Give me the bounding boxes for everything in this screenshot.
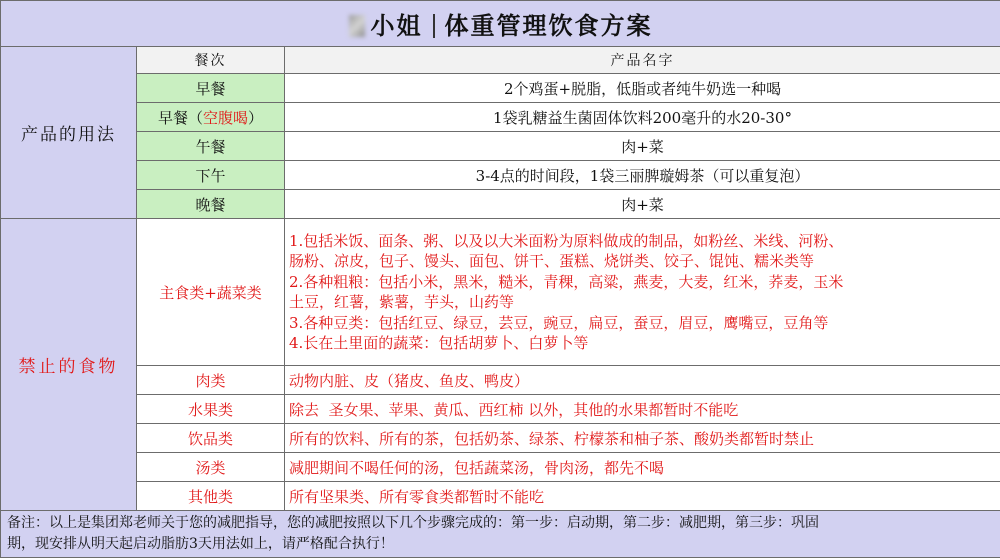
forbidden-line: 2.各种粗粮：包括小米，黑米，糙米，青稞，高粱，燕麦，大麦，红米，荞麦，玉米: [289, 272, 844, 291]
title-name-suffix: 小姐: [370, 11, 423, 40]
meal-cell: 下午: [137, 161, 285, 190]
title-row: [1, 1, 1000, 47]
category-cell: 汤类: [137, 453, 285, 482]
meal-cell: 午餐: [137, 132, 285, 161]
usage-row: [1, 190, 1000, 219]
forbidden-line: 3.各种豆类：包括红豆、绿豆，芸豆，豌豆，扁豆，蚕豆，眉豆，鹰嘴豆，豆角等: [289, 313, 829, 332]
product-cell: 肉+菜: [285, 132, 1000, 161]
meal-cell: 早餐: [137, 74, 285, 103]
title-divider: [433, 14, 435, 38]
category-cell: 饮品类: [137, 424, 285, 453]
forbidden-line: 土豆，红薯，紫薯，芋头，山药等: [289, 293, 515, 311]
forbidden-detail-cell: 减肥期间不喝任何的汤，包括蔬菜汤，骨肉汤，都先不喝: [285, 453, 1000, 482]
page-title: [1, 1, 1000, 47]
forbidden-line: 1.包括米饭、面条、粥、以及以大米面粉为原料做成的制品，如粉丝、米线、河粉、: [289, 231, 844, 250]
forbidden-line: 肠粉、凉皮，包子、馒头、面包、饼干、蛋糕、烧饼类、饺子、馄饨、糯米类等: [289, 252, 815, 270]
usage-header-row: [1, 47, 1000, 74]
meal-cell: 晚餐: [137, 190, 285, 219]
forbidden-detail-cell: 除去 圣女果、苹果、黄瓜、西红柿 以外，其他的水果都暂时不能吃: [285, 395, 1000, 424]
forbidden-row: [1, 453, 1000, 482]
note-line: 期，现安排从明天起启动脂肪3天用法如上，请严格配合执行！: [7, 536, 394, 552]
forbidden-row: [1, 424, 1000, 453]
forbidden-detail-cell: [285, 219, 1000, 366]
category-cell: 肉类: [137, 366, 285, 395]
forbidden-row: [1, 366, 1000, 395]
forbidden-row: [1, 219, 1000, 366]
forbidden-row: [1, 482, 1000, 511]
note-cell: [1, 511, 1000, 558]
category-cell: 水果类: [137, 395, 285, 424]
usage-row: [1, 161, 1000, 190]
product-column-header: 产品名字: [285, 47, 1000, 74]
product-cell: 肉+菜: [285, 190, 1000, 219]
forbidden-detail-cell: 动物内脏、皮（猪皮、鱼皮、鸭皮）: [285, 366, 1000, 395]
note-row: [1, 511, 1000, 558]
meal-column-header: 餐次: [137, 47, 285, 74]
category-cell: 主食类+蔬菜类: [137, 219, 285, 366]
blurred-name: [349, 15, 365, 37]
meal-label: 早餐（: [157, 108, 203, 127]
forbidden-detail-cell: 所有坚果类、所有零食类都暂时不能吃: [285, 482, 1000, 511]
product-cell: 1袋乳糖益生菌固体饮料200毫升的水20-30°: [285, 103, 1000, 132]
title-main: 体重管理饮食方案: [444, 11, 653, 40]
usage-row: [1, 74, 1000, 103]
forbidden-section-label: 禁止的食物: [1, 219, 137, 511]
usage-row: [1, 132, 1000, 161]
category-cell: 其他类: [137, 482, 285, 511]
meal-label-tail: ）: [248, 108, 264, 127]
usage-section-label: 产品的用法: [1, 47, 137, 219]
meal-cell: [137, 103, 285, 132]
usage-row: [1, 103, 1000, 132]
forbidden-line: 4.长在土里面的蔬菜：包括胡萝卜、白萝卜等: [289, 334, 589, 352]
forbidden-detail-cell: 所有的饮料、所有的茶，包括奶茶、绿茶、柠檬茶和柚子茶、酸奶类都暂时禁止: [285, 424, 1000, 453]
meal-highlight-note: 空腹喝: [202, 108, 248, 127]
note-line: 备注：以上是集团郑老师关于您的减肥指导，您的减肥按照以下几个步骤完成的：第一步：启动期，第二步：减肥期，第三步：巩固: [7, 515, 819, 531]
product-cell: 3-4点的时间段，1袋三丽脾璇姆茶（可以重复泡）: [285, 161, 1000, 190]
forbidden-row: [1, 395, 1000, 424]
product-cell: 2个鸡蛋+脱脂，低脂或者纯牛奶选一种喝: [285, 74, 1000, 103]
